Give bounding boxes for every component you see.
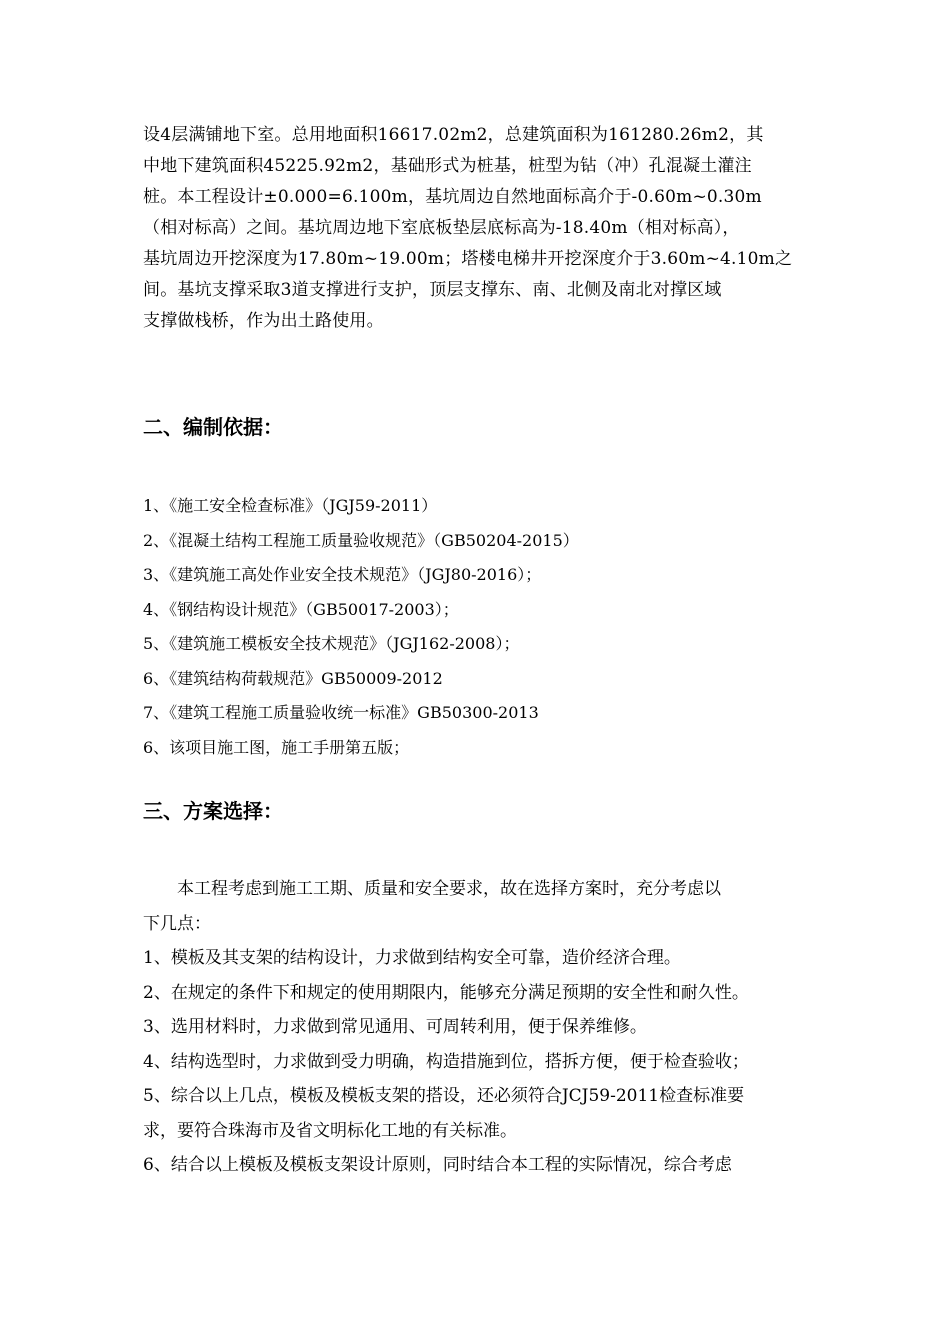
list-item: 4、结构选型时，力求做到受力明确，构造措施到位，搭拆方便，便于检查验收； (143, 1051, 749, 1072)
intro-line: 中地下建筑面积45225.92m2，基础形式为桩基，桩型为钻（冲）孔混凝土灌注 (143, 156, 752, 176)
scheme-list (143, 872, 823, 1183)
scheme-intro-line: 下几点： (143, 913, 211, 934)
intro-line: 桩。本工程设计±0.000=6.100m，基坑周边自然地面标高介于-0.60m~0.30m (143, 187, 762, 207)
intro-line: 基坑周边开挖深度为17.80m~19.00m；塔楼电梯井开挖深度介于3.60m~4.10m之 (143, 249, 793, 269)
list-item: 2、《混凝土结构工程施工质量验收规范》（GB50204-2015） (143, 530, 579, 550)
list-item: 6、《建筑结构荷载规范》GB50009-2012 (143, 668, 443, 688)
list-item: 2、在规定的条件下和规定的使用期限内，能够充分满足预期的安全性和耐久性。 (143, 982, 749, 1003)
intro-paragraph (143, 120, 818, 337)
scheme-intro-line: 本工程考虑到施工工期、质量和安全要求，故在选择方案时，充分考虑以 (177, 879, 721, 899)
intro-line: 间。基坑支撑采取3道支撑进行支护，顶层支撑东、南、北侧及南北对撑区域 (143, 280, 722, 300)
intro-line: 设4层满铺地下室。总用地面积16617.02m2，总建筑面积为161280.26m2，其 (143, 125, 764, 145)
list-item: 7、《建筑工程施工质量验收统一标准》GB50300-2013 (143, 703, 539, 722)
list-item: 1、模板及其支架的结构设计，力求做到结构安全可靠，造价经济合理。 (143, 948, 681, 968)
list-item: 5、《建筑施工模板安全技术规范》（JGJ162-2008）； (143, 634, 520, 653)
intro-line: 支撑做栈桥，作为出土路使用。 (143, 311, 384, 331)
list-item: 求，要符合珠海市及省文明标化工地的有关标准。 (143, 1120, 517, 1141)
list-item: 5、综合以上几点，模板及模板支架的搭设，还必须符合JCJ59-2011检查标准要 (143, 1086, 745, 1106)
list-item: 6、该项目施工图，施工手册第五版； (143, 737, 410, 757)
section-heading-basis: 二、编制依据： (143, 415, 283, 439)
list-item: 4、《钢结构设计规范》（GB50017-2003）； (143, 599, 459, 619)
list-item: 1、《施工安全检查标准》（JGJ59-2011） (143, 496, 438, 515)
list-item: 6、结合以上模板及模板支架设计原则，同时结合本工程的实际情况，综合考虑 (143, 1155, 732, 1175)
basis-list (143, 489, 579, 765)
list-item: 3、《建筑施工高处作业安全技术规范》（JGJ80-2016）； (143, 565, 542, 584)
section-heading-scheme: 三、方案选择： (143, 799, 283, 823)
list-item: 3、选用材料时，力求做到常见通用、可周转利用，便于保养维修。 (143, 1017, 647, 1037)
intro-line: （相对标高）之间。基坑周边地下室底板垫层底标高为-18.40m（相对标高）， (143, 218, 740, 238)
